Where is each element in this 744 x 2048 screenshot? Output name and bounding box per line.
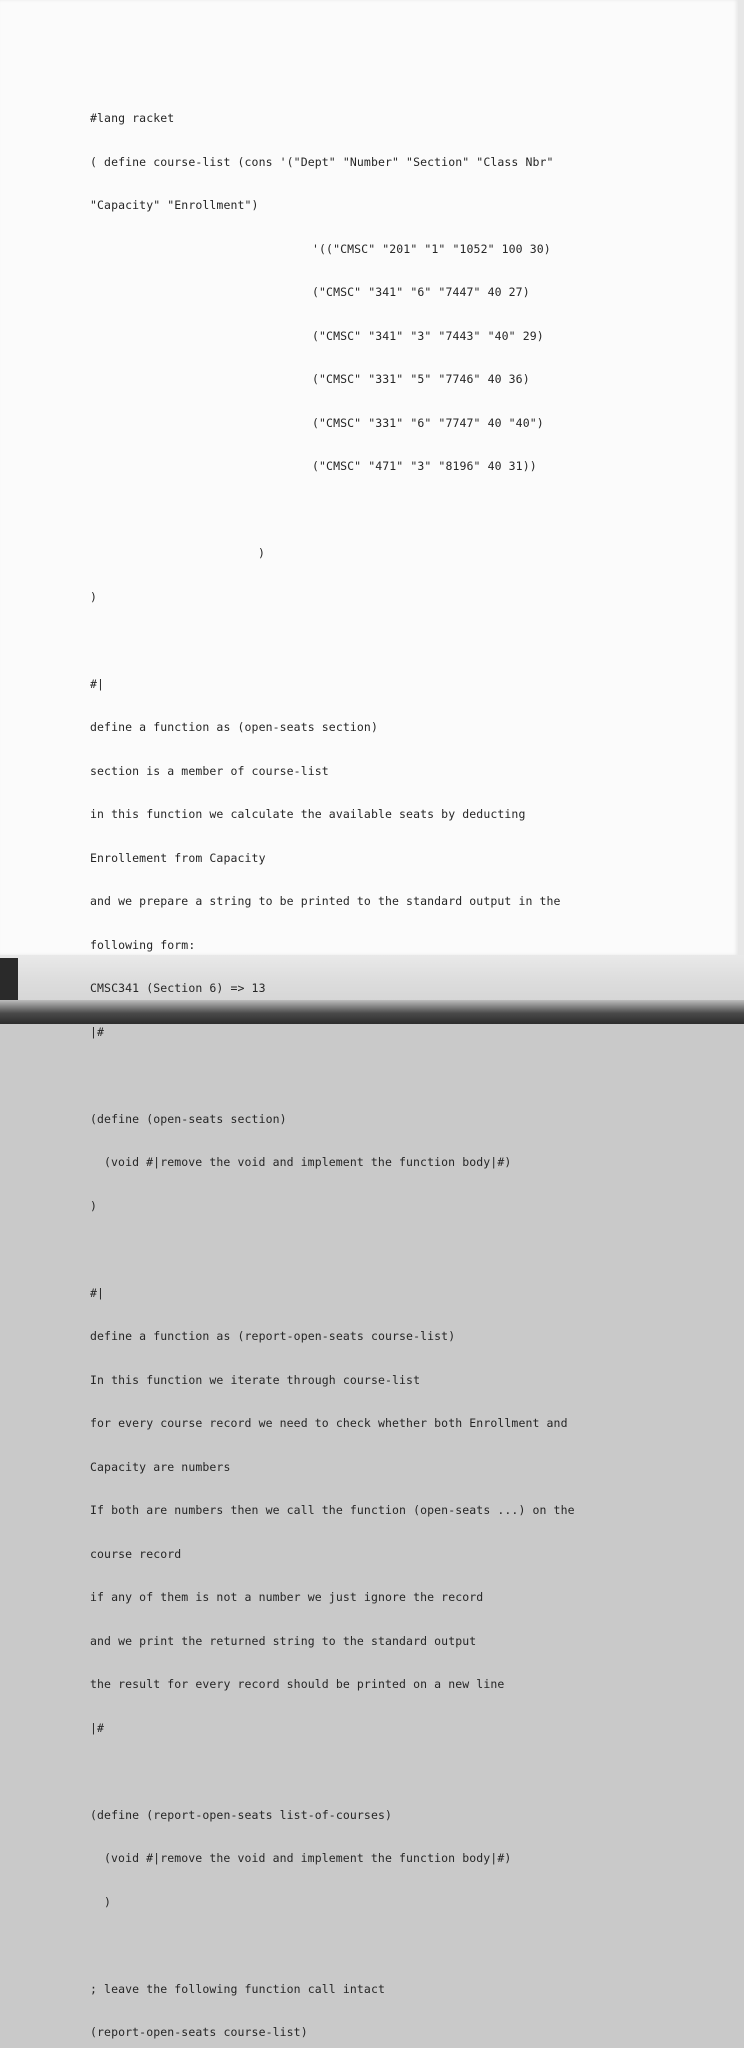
comment-text-line: following form: (90, 937, 196, 952)
define-report-open-seats-line: (define (report-open-seats list-of-courses) (90, 1807, 393, 1822)
header-continuation-line: "Capacity" "Enrollment") (90, 198, 259, 212)
closing-paren-line: ) (90, 1198, 98, 1213)
course-record-line: ("CMSC" "331" "5" "7746" 40 36) (312, 372, 530, 386)
closing-paren-line: ) (90, 589, 98, 604)
course-record-line: '(("CMSC" "201" "1" "1052" 100 30) (312, 241, 551, 256)
comment-text-line: define a function as (open-seats section) (90, 720, 378, 734)
comment-text-line: In this function we iterate through course-list (90, 1372, 421, 1387)
course-record-line: ("CMSC" "341" "3" "7443" "40" 29) (312, 328, 544, 343)
void-body-line: (void #|remove the void and implement the function body|#) (104, 1851, 512, 1865)
comment-instruction-line: ; leave the following function call intact (90, 1981, 385, 1996)
comment-text-line: in this function we calculate the available seats by deducting (90, 807, 526, 821)
comment-close-line: |# (90, 1024, 105, 1039)
closing-paren-line: ) (258, 546, 266, 560)
course-record-line: ("CMSC" "331" "6" "7747" 40 "40") (312, 415, 544, 430)
course-record-line: ("CMSC" "471" "3" "8196" 40 31)) (312, 459, 537, 473)
function-call-line: (report-open-seats course-list) (90, 2025, 308, 2039)
comment-close-line: |# (90, 1720, 105, 1735)
comment-text-line: CMSC341 (Section 6) => 13 (90, 981, 266, 995)
comment-text-line: define a function as (report-open-seats course-list) (90, 1329, 456, 1343)
comment-open-line: #| (90, 1285, 105, 1300)
define-course-list-line: ( define course-list (cons '("Dept" "Number" "Section" "Class Nbr" (90, 154, 554, 169)
code-document (90, 82, 710, 2048)
comment-text-line: for every course record we need to check whether both Enrollment and (90, 1416, 568, 1430)
comment-text-line: course record (90, 1546, 182, 1561)
closing-paren-line: ) (104, 1894, 112, 1909)
comment-text-line: the result for every record should be printed on a new line (90, 1677, 505, 1691)
comment-text-line: and we print the returned string to the standard output (90, 1633, 477, 1648)
comment-open-line: #| (90, 676, 105, 691)
comment-text-line: Enrollement from Capacity (90, 850, 266, 865)
define-open-seats-line: (define (open-seats section) (90, 1111, 287, 1126)
void-body-line: (void #|remove the void and implement the function body|#) (104, 1155, 512, 1169)
page-edge (738, 0, 744, 960)
comment-text-line: and we prepare a string to be printed to the standard output in the (90, 894, 561, 908)
comment-text-line: section is a member of course-list (90, 763, 329, 778)
course-record-line: ("CMSC" "341" "6" "7447" 40 27) (312, 285, 530, 299)
lang-line: #lang racket (90, 111, 175, 125)
comment-text-line: if any of them is not a number we just ignore the record (90, 1590, 484, 1604)
comment-text-line: Capacity are numbers (90, 1459, 231, 1474)
comment-text-line: If both are numbers then we call the function (open-seats ...) on the (90, 1503, 575, 1517)
